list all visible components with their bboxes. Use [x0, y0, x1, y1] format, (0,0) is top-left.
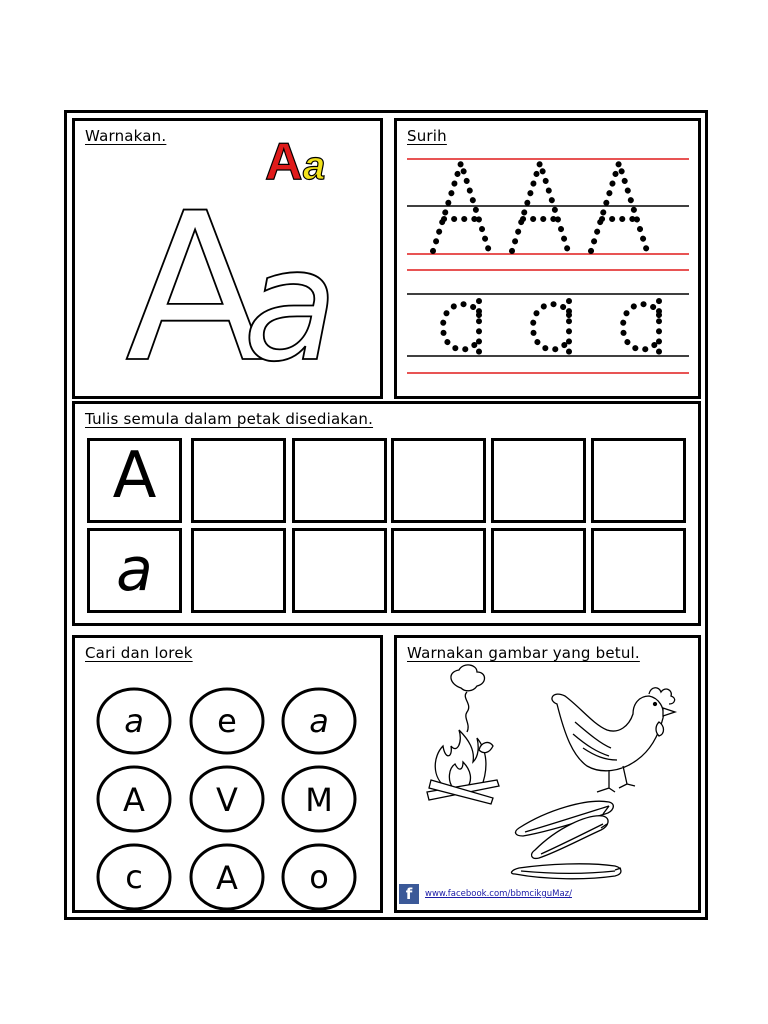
blank-cell[interactable] [491, 528, 586, 613]
example-uppercase-letter: A [112, 439, 157, 513]
colour-heading: Warnakan. [85, 127, 167, 145]
blank-cell[interactable] [292, 438, 387, 523]
search-panel [72, 635, 383, 913]
blank-cell[interactable] [391, 528, 486, 613]
rewrite-heading: Tulis semula dalam petak disediakan. [85, 410, 374, 428]
circle-letter: c [125, 858, 143, 896]
outline-lowercase: a [243, 215, 338, 396]
example-lowercase-letter: a [116, 535, 153, 605]
worksheet-frame [64, 110, 708, 920]
blank-cell[interactable] [391, 438, 486, 523]
facebook-icon[interactable]: f [399, 884, 419, 904]
logo-uppercase: A [265, 133, 303, 191]
logo-lowercase: a [303, 144, 326, 188]
search-heading: Cari dan lorek [85, 644, 193, 662]
facebook-link[interactable]: www.facebook.com/bbmcikguMaz/ [425, 889, 572, 899]
letter-circles [75, 638, 380, 910]
outline-uppercase: A [125, 170, 266, 396]
rewrite-panel [72, 401, 701, 626]
blank-cell[interactable] [591, 528, 686, 613]
dotted-uppercase-a [591, 163, 647, 251]
circle-letter: A [123, 781, 145, 819]
picture-heading: Warnakan gambar yang betul. [407, 644, 640, 662]
circle-letter: a [124, 702, 144, 740]
example-cell-lowercase [87, 528, 182, 613]
picture-panel [394, 635, 701, 913]
circle-letter: A [216, 859, 238, 897]
dotted-lowercase-a [623, 301, 659, 354]
hen-image [552, 688, 675, 792]
circle-letter: M [305, 781, 333, 819]
facebook-footer [399, 884, 572, 904]
blank-cell[interactable] [191, 528, 286, 613]
circle-letter: e [217, 702, 237, 740]
circle-letter: a [309, 702, 329, 740]
blank-cell[interactable] [191, 438, 286, 523]
blank-cell[interactable] [491, 438, 586, 523]
dotted-lowercase-a [533, 301, 569, 354]
picture-art [397, 638, 698, 910]
blank-cell[interactable] [292, 528, 387, 613]
dotted-uppercase-a [433, 163, 489, 251]
circle-letter: o [309, 858, 329, 896]
dotted-lowercase-a [443, 301, 479, 354]
example-cell-uppercase [87, 438, 182, 523]
dotted-uppercase-a [512, 163, 568, 251]
circle-letter: V [216, 781, 238, 819]
blank-cell[interactable] [591, 438, 686, 523]
colour-letter-art [75, 121, 380, 396]
okra-image [512, 801, 621, 879]
fire-image [427, 665, 499, 804]
trace-panel [394, 118, 701, 399]
trace-lines [397, 121, 698, 396]
trace-heading: Surih [407, 127, 447, 145]
colour-letter-panel [72, 118, 383, 399]
